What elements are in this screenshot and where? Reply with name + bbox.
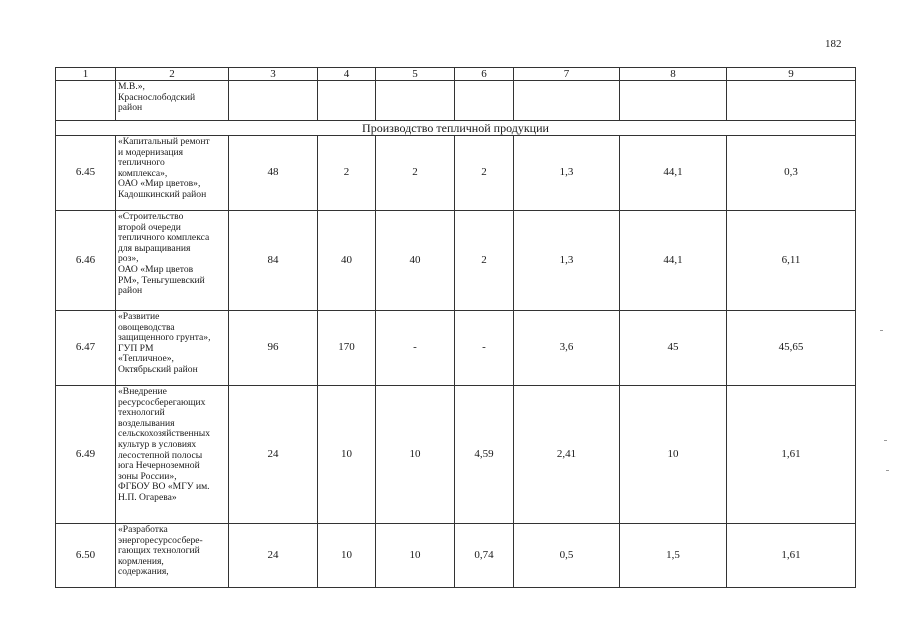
value-cell: [727, 81, 856, 121]
value-cell: 4,59: [455, 386, 514, 524]
value-cell: [514, 81, 620, 121]
name-line: Кадошкинский район: [118, 188, 207, 200]
value-cell: 24: [229, 386, 318, 524]
header-cell: 4: [318, 68, 376, 81]
name-line: «Капитальный ремонт: [118, 136, 210, 147]
value-cell: 84: [229, 211, 318, 311]
value-cell: 2: [455, 211, 514, 311]
name-line: сельскохозяйственных: [118, 428, 211, 440]
value-cell: 24: [229, 524, 318, 588]
section-row: [56, 121, 856, 136]
name-line: «Разработка: [118, 524, 168, 535]
value-cell: 170: [318, 311, 376, 386]
name-line: овощеводства: [118, 321, 175, 333]
name-line: ГУП РМ: [118, 342, 154, 354]
scan-mark: [886, 470, 889, 471]
name-line: «Внедрение: [118, 386, 167, 397]
name-line: ОАО «Мир цветов»,: [118, 178, 201, 190]
value-cell: 6,11: [727, 211, 856, 311]
value-cell: 2: [376, 136, 455, 211]
header-cell: 9: [727, 68, 856, 81]
value-cell: 2: [455, 136, 514, 211]
value-cell: [376, 81, 455, 121]
value-cell: 10: [376, 386, 455, 524]
name-line: лесостепной полосы: [118, 449, 203, 461]
page-number: 182: [825, 38, 842, 50]
value-cell: 0,74: [455, 524, 514, 588]
value-cell: [620, 81, 727, 121]
header-cell: 8: [620, 68, 727, 81]
name-line: гающих технологий: [118, 545, 200, 557]
name-line: Н.П. Огарева»: [118, 491, 177, 503]
value-cell: 2: [318, 136, 376, 211]
value-cell: 1,61: [727, 386, 856, 524]
project-name-cell: [116, 81, 229, 121]
row-number-cell: 6.45: [56, 136, 116, 211]
value-cell: 1,3: [514, 211, 620, 311]
value-cell: 10: [318, 524, 376, 588]
name-line: М.В.»,: [118, 81, 145, 92]
name-line: район: [118, 102, 143, 114]
name-line: РМ», Теньгушевский: [118, 274, 205, 286]
project-name-cell: [116, 311, 229, 386]
header-cell: 3: [229, 68, 318, 81]
name-line: и модернизация: [118, 146, 184, 158]
name-line: кормления,: [118, 555, 164, 567]
value-cell: 3,6: [514, 311, 620, 386]
project-name-cell: [116, 136, 229, 211]
value-cell: 45,65: [727, 311, 856, 386]
header-cell: 2: [116, 68, 229, 81]
name-line: «Строительство: [118, 211, 184, 222]
name-line: «Развитие: [118, 311, 160, 322]
header-cell: 7: [514, 68, 620, 81]
header-cell: 5: [376, 68, 455, 81]
table-row: [56, 136, 856, 211]
name-line: ОАО «Мир цветов: [118, 263, 194, 275]
value-cell: 48: [229, 136, 318, 211]
name-line: второй очереди: [118, 221, 181, 233]
name-line: защищенного грунта»,: [118, 332, 211, 344]
table-row: [56, 524, 856, 588]
value-cell: [455, 81, 514, 121]
value-cell: -: [455, 311, 514, 386]
name-line: для выращивания: [118, 242, 191, 254]
value-cell: 10: [620, 386, 727, 524]
value-cell: 0,3: [727, 136, 856, 211]
name-line: роз»,: [118, 253, 139, 265]
value-cell: 1,5: [620, 524, 727, 588]
name-line: культур в условиях: [118, 438, 197, 450]
value-cell: -: [376, 311, 455, 386]
value-cell: 44,1: [620, 136, 727, 211]
name-line: технологий: [118, 407, 165, 419]
scan-mark: [884, 440, 887, 441]
name-line: комплекса»,: [118, 167, 168, 179]
name-line: ФГБОУ ВО «МГУ им.: [118, 481, 210, 493]
value-cell: 1,61: [727, 524, 856, 588]
project-name-cell: [116, 211, 229, 311]
value-cell: 44,1: [620, 211, 727, 311]
value-cell: 40: [376, 211, 455, 311]
row-number-cell: 6.46: [56, 211, 116, 311]
name-line: Краснослободский: [118, 91, 196, 103]
table-row: [56, 386, 856, 524]
data-table: [55, 67, 856, 588]
value-cell: 10: [318, 386, 376, 524]
header-cell: 6: [455, 68, 514, 81]
section-title: Производство тепличной продукции: [56, 121, 856, 136]
scan-mark: [880, 330, 883, 331]
name-line: содержания,: [118, 566, 169, 578]
name-line: тепличного: [118, 157, 165, 169]
value-cell: 2,41: [514, 386, 620, 524]
value-cell: 40: [318, 211, 376, 311]
row-number-cell: 6.47: [56, 311, 116, 386]
name-line: район: [118, 285, 143, 297]
name-line: зоны России»,: [118, 470, 177, 482]
name-line: энергоресурсосбере-: [118, 534, 203, 546]
project-name-cell: [116, 524, 229, 588]
value-cell: 0,5: [514, 524, 620, 588]
name-line: тепличного комплекса: [118, 232, 210, 244]
value-cell: [318, 81, 376, 121]
name-line: ресурсосберегающих: [118, 396, 206, 408]
value-cell: [229, 81, 318, 121]
name-line: возделывания: [118, 417, 175, 429]
value-cell: 96: [229, 311, 318, 386]
row-number-cell: 6.49: [56, 386, 116, 524]
value-cell: 1,3: [514, 136, 620, 211]
table-row: [56, 211, 856, 311]
name-line: Октябрьский район: [118, 363, 198, 375]
column-number-header: [56, 68, 856, 81]
value-cell: 45: [620, 311, 727, 386]
row-number-cell: [56, 81, 116, 121]
name-line: юга Нечерноземной: [118, 460, 200, 472]
value-cell: 10: [376, 524, 455, 588]
name-line: «Тепличное»,: [118, 353, 174, 365]
continuation-row: [56, 81, 856, 121]
table-row: [56, 311, 856, 386]
project-name-cell: [116, 386, 229, 524]
row-number-cell: 6.50: [56, 524, 116, 588]
header-cell: 1: [56, 68, 116, 81]
